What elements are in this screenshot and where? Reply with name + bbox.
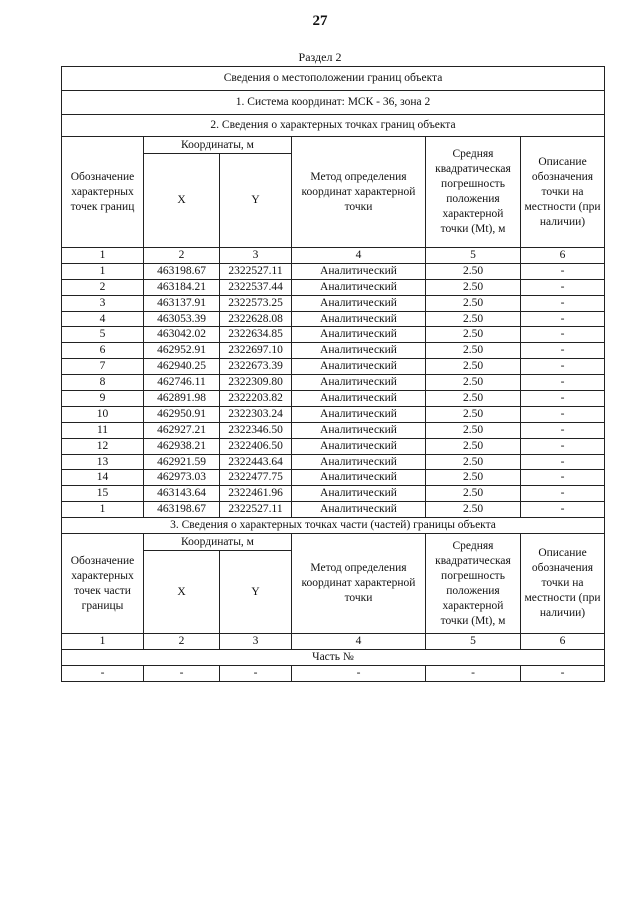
table-cell: - (426, 665, 521, 681)
section2-title: 2. Сведения о характерных точках границ объекта (62, 115, 605, 137)
point-id-cell: 9 (62, 391, 144, 407)
description-cell: - (521, 391, 605, 407)
section2-header-y: Y (220, 154, 292, 248)
point-id-cell: 13 (62, 454, 144, 470)
table-cell: - (144, 665, 220, 681)
point-id-cell: 12 (62, 438, 144, 454)
table-row (62, 263, 605, 279)
x-cell: 463198.67 (144, 263, 220, 279)
section2-header-point: Обозначение характерных точек границ (62, 137, 144, 248)
column-number: 4 (292, 248, 426, 264)
section3-header-coords: Координаты, м (144, 534, 292, 551)
description-cell: - (521, 470, 605, 486)
section3-header-accuracy: Средняя квадратическая погрешность положения характерной точки (Mt), м (426, 534, 521, 634)
section3-header-point: Обозначение характерных точек части границы (62, 534, 144, 634)
description-cell: - (521, 327, 605, 343)
accuracy-cell: 2.50 (426, 486, 521, 502)
x-cell: 463184.21 (144, 279, 220, 295)
y-cell: 2322697.10 (220, 343, 292, 359)
point-id-cell: 11 (62, 422, 144, 438)
point-id-cell: 3 (62, 295, 144, 311)
table-title: Сведения о местоположении границ объекта (62, 67, 605, 91)
table-row (62, 454, 605, 470)
point-id-cell: 1 (62, 263, 144, 279)
section2-column-numbers (62, 248, 605, 264)
method-cell: Аналитический (292, 486, 426, 502)
section2-header-description: Описание обозначения точки на местности (при наличии) (521, 137, 605, 248)
table-row (62, 343, 605, 359)
table-row (62, 502, 605, 518)
accuracy-cell: 2.50 (426, 311, 521, 327)
table-row (62, 279, 605, 295)
x-cell: 463053.39 (144, 311, 220, 327)
section3-title: 3. Сведения о характерных точках части (частей) границы объекта (62, 518, 605, 534)
section3-empty-row (62, 665, 605, 681)
point-id-cell: 4 (62, 311, 144, 327)
section2-header-method: Метод определения координат характерной точки (292, 137, 426, 248)
x-cell: 462746.11 (144, 375, 220, 391)
point-id-cell: 15 (62, 486, 144, 502)
method-cell: Аналитический (292, 279, 426, 295)
y-cell: 2322673.39 (220, 359, 292, 375)
section2-header-coords: Координаты, м (144, 137, 292, 154)
accuracy-cell: 2.50 (426, 327, 521, 343)
method-cell: Аналитический (292, 454, 426, 470)
description-cell: - (521, 422, 605, 438)
coord-system: 1. Система координат: МСК - 36, зона 2 (62, 91, 605, 115)
column-number: 6 (521, 634, 605, 650)
table-row (62, 391, 605, 407)
column-number: 5 (426, 634, 521, 650)
table-row (62, 438, 605, 454)
method-cell: Аналитический (292, 406, 426, 422)
section3-header-y: Y (220, 551, 292, 634)
y-cell: 2322346.50 (220, 422, 292, 438)
method-cell: Аналитический (292, 438, 426, 454)
description-cell: - (521, 486, 605, 502)
point-id-cell: 6 (62, 343, 144, 359)
table-row (62, 422, 605, 438)
section2-rows (62, 263, 605, 517)
x-cell: 462940.25 (144, 359, 220, 375)
column-number: 4 (292, 634, 426, 650)
table-row (62, 311, 605, 327)
method-cell: Аналитический (292, 311, 426, 327)
description-cell: - (521, 502, 605, 518)
y-cell: 2322527.11 (220, 502, 292, 518)
x-cell: 463137.91 (144, 295, 220, 311)
table-row (62, 486, 605, 502)
boundary-table (61, 66, 605, 682)
x-cell: 462973.03 (144, 470, 220, 486)
y-cell: 2322628.08 (220, 311, 292, 327)
table-row (62, 375, 605, 391)
method-cell: Аналитический (292, 502, 426, 518)
point-id-cell: 10 (62, 406, 144, 422)
y-cell: 2322303.24 (220, 406, 292, 422)
method-cell: Аналитический (292, 359, 426, 375)
y-cell: 2322309.80 (220, 375, 292, 391)
y-cell: 2322443.64 (220, 454, 292, 470)
section-label: Раздел 2 (298, 50, 342, 64)
accuracy-cell: 2.50 (426, 279, 521, 295)
section2-header-accuracy: Средняя квадратическая погрешность положения характерной точки (Mt), м (426, 137, 521, 248)
x-cell: 463143.64 (144, 486, 220, 502)
accuracy-cell: 2.50 (426, 263, 521, 279)
column-number: 2 (144, 248, 220, 264)
description-cell: - (521, 359, 605, 375)
point-id-cell: 7 (62, 359, 144, 375)
x-cell: 462938.21 (144, 438, 220, 454)
x-cell: 462927.21 (144, 422, 220, 438)
page-number: 27 (312, 13, 328, 29)
accuracy-cell: 2.50 (426, 391, 521, 407)
x-cell: 463198.67 (144, 502, 220, 518)
accuracy-cell: 2.50 (426, 359, 521, 375)
point-id-cell: 14 (62, 470, 144, 486)
table-row (62, 359, 605, 375)
description-cell: - (521, 438, 605, 454)
method-cell: Аналитический (292, 375, 426, 391)
y-cell: 2322573.25 (220, 295, 292, 311)
section3-header-x: X (144, 551, 220, 634)
section2-header-x: X (144, 154, 220, 248)
description-cell: - (521, 375, 605, 391)
accuracy-cell: 2.50 (426, 343, 521, 359)
accuracy-cell: 2.50 (426, 454, 521, 470)
column-number: 1 (62, 634, 144, 650)
x-cell: 462950.91 (144, 406, 220, 422)
accuracy-cell: 2.50 (426, 375, 521, 391)
y-cell: 2322406.50 (220, 438, 292, 454)
column-number: 6 (521, 248, 605, 264)
y-cell: 2322461.96 (220, 486, 292, 502)
section3-header-method: Метод определения координат характерной точки (292, 534, 426, 634)
description-cell: - (521, 263, 605, 279)
column-number: 3 (220, 248, 292, 264)
x-cell: 462952.91 (144, 343, 220, 359)
section3-column-numbers (62, 634, 605, 650)
accuracy-cell: 2.50 (426, 422, 521, 438)
point-id-cell: 5 (62, 327, 144, 343)
table-row (62, 406, 605, 422)
method-cell: Аналитический (292, 391, 426, 407)
section3-part-label: Часть № (62, 649, 605, 665)
table-row (62, 295, 605, 311)
y-cell: 2322634.85 (220, 327, 292, 343)
method-cell: Аналитический (292, 327, 426, 343)
point-id-cell: 8 (62, 375, 144, 391)
y-cell: 2322477.75 (220, 470, 292, 486)
method-cell: Аналитический (292, 422, 426, 438)
table-cell: - (220, 665, 292, 681)
point-id-cell: 2 (62, 279, 144, 295)
y-cell: 2322203.82 (220, 391, 292, 407)
accuracy-cell: 2.50 (426, 438, 521, 454)
accuracy-cell: 2.50 (426, 470, 521, 486)
method-cell: Аналитический (292, 295, 426, 311)
column-number: 5 (426, 248, 521, 264)
method-cell: Аналитический (292, 343, 426, 359)
description-cell: - (521, 311, 605, 327)
y-cell: 2322537.44 (220, 279, 292, 295)
table-cell: - (521, 665, 605, 681)
table-cell: - (62, 665, 144, 681)
section3-header-description: Описание обозначения точки на местности (при наличии) (521, 534, 605, 634)
point-id-cell: 1 (62, 502, 144, 518)
x-cell: 463042.02 (144, 327, 220, 343)
table-row (62, 327, 605, 343)
y-cell: 2322527.11 (220, 263, 292, 279)
description-cell: - (521, 295, 605, 311)
column-number: 2 (144, 634, 220, 650)
accuracy-cell: 2.50 (426, 502, 521, 518)
accuracy-cell: 2.50 (426, 295, 521, 311)
method-cell: Аналитический (292, 263, 426, 279)
table-row (62, 470, 605, 486)
table-cell: - (292, 665, 426, 681)
accuracy-cell: 2.50 (426, 406, 521, 422)
description-cell: - (521, 454, 605, 470)
x-cell: 462891.98 (144, 391, 220, 407)
description-cell: - (521, 343, 605, 359)
x-cell: 462921.59 (144, 454, 220, 470)
description-cell: - (521, 279, 605, 295)
column-number: 3 (220, 634, 292, 650)
column-number: 1 (62, 248, 144, 264)
method-cell: Аналитический (292, 470, 426, 486)
description-cell: - (521, 406, 605, 422)
